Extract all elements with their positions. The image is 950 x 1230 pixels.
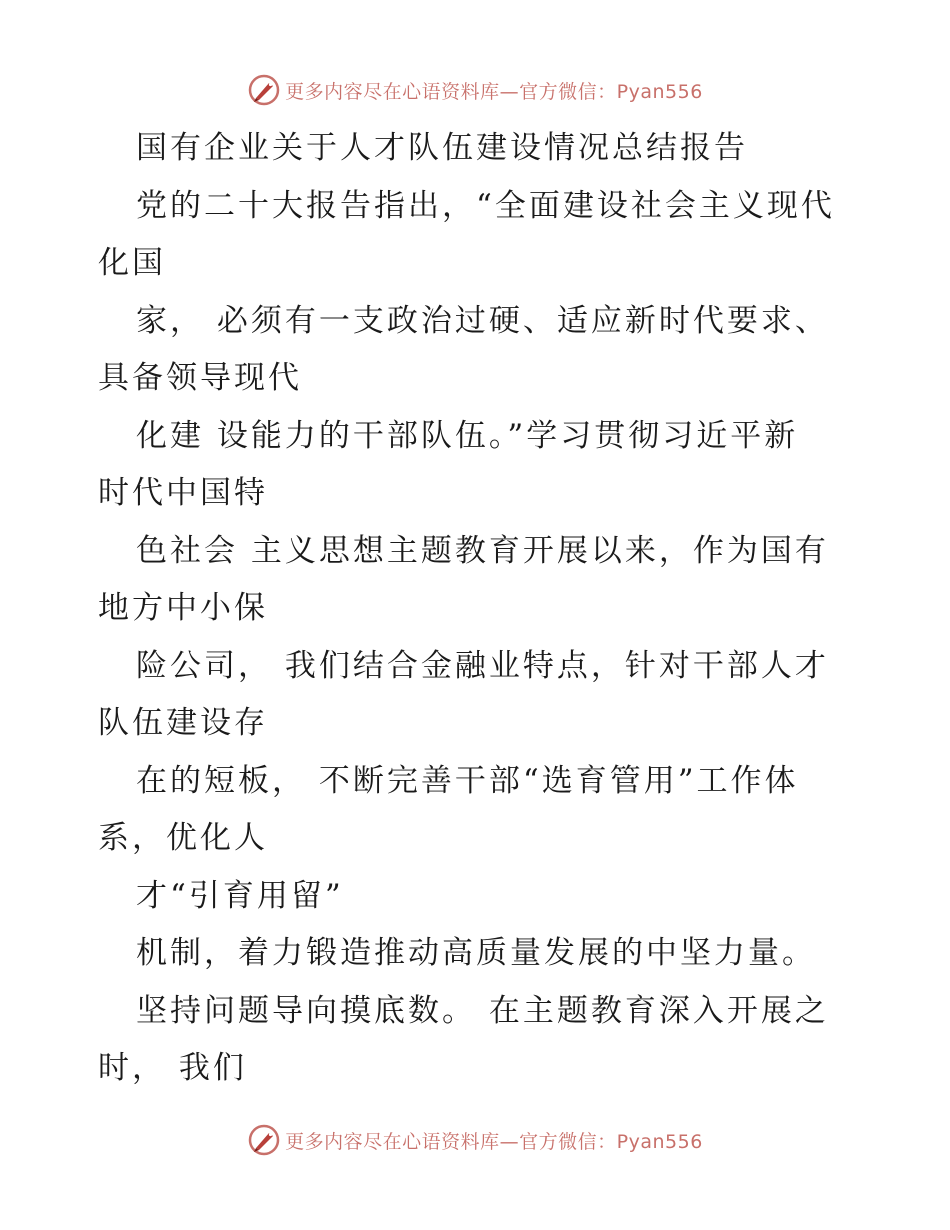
text-line: 化国	[98, 245, 166, 281]
pen-nib-logo-icon	[247, 1123, 281, 1157]
text-line: 坚持问题导向摸底数。 在主题教育深入开展之	[136, 992, 829, 1029]
text-line: 具备领导现代	[98, 360, 302, 396]
text-line: 才“引育用留”	[136, 877, 344, 914]
text-line: 机制，着力锻造推动高质量发展的中坚力量。	[136, 935, 816, 971]
text-line: 色社会 主义思想主题教育开展以来，作为国有	[136, 532, 829, 569]
text-line: 化建 设能力的干部队伍。”学习贯彻习近平新	[136, 417, 799, 454]
text-line: 时代中国特	[98, 475, 268, 511]
text-line: 队伍建设存	[98, 705, 268, 741]
text-line: 地方中小保	[98, 590, 268, 626]
document-body	[98, 120, 858, 1098]
watermark-text: 更多内容尽在心语资料库—官方微信：Pyan556	[285, 1130, 703, 1153]
pen-nib-logo-icon	[247, 73, 281, 107]
footer-watermark	[0, 1120, 950, 1160]
watermark-text: 更多内容尽在心语资料库—官方微信：Pyan556	[285, 80, 703, 103]
document-title: 国有企业关于人才队伍建设情况总结报告	[136, 130, 748, 166]
text-line: 家， 必须有一支政治过硬、适应新时代要求、	[136, 302, 829, 339]
text-line: 系，优化人	[98, 820, 268, 856]
text-line: 时， 我们	[98, 1050, 247, 1086]
text-line: 在的短板， 不断完善干部“选育管用”工作体	[136, 762, 799, 799]
header-watermark	[0, 70, 950, 110]
text-line: 险公司， 我们结合金融业特点，针对干部人才	[136, 647, 829, 684]
text-line: 党的二十大报告指出，“全面建设社会主义现代	[136, 187, 835, 224]
